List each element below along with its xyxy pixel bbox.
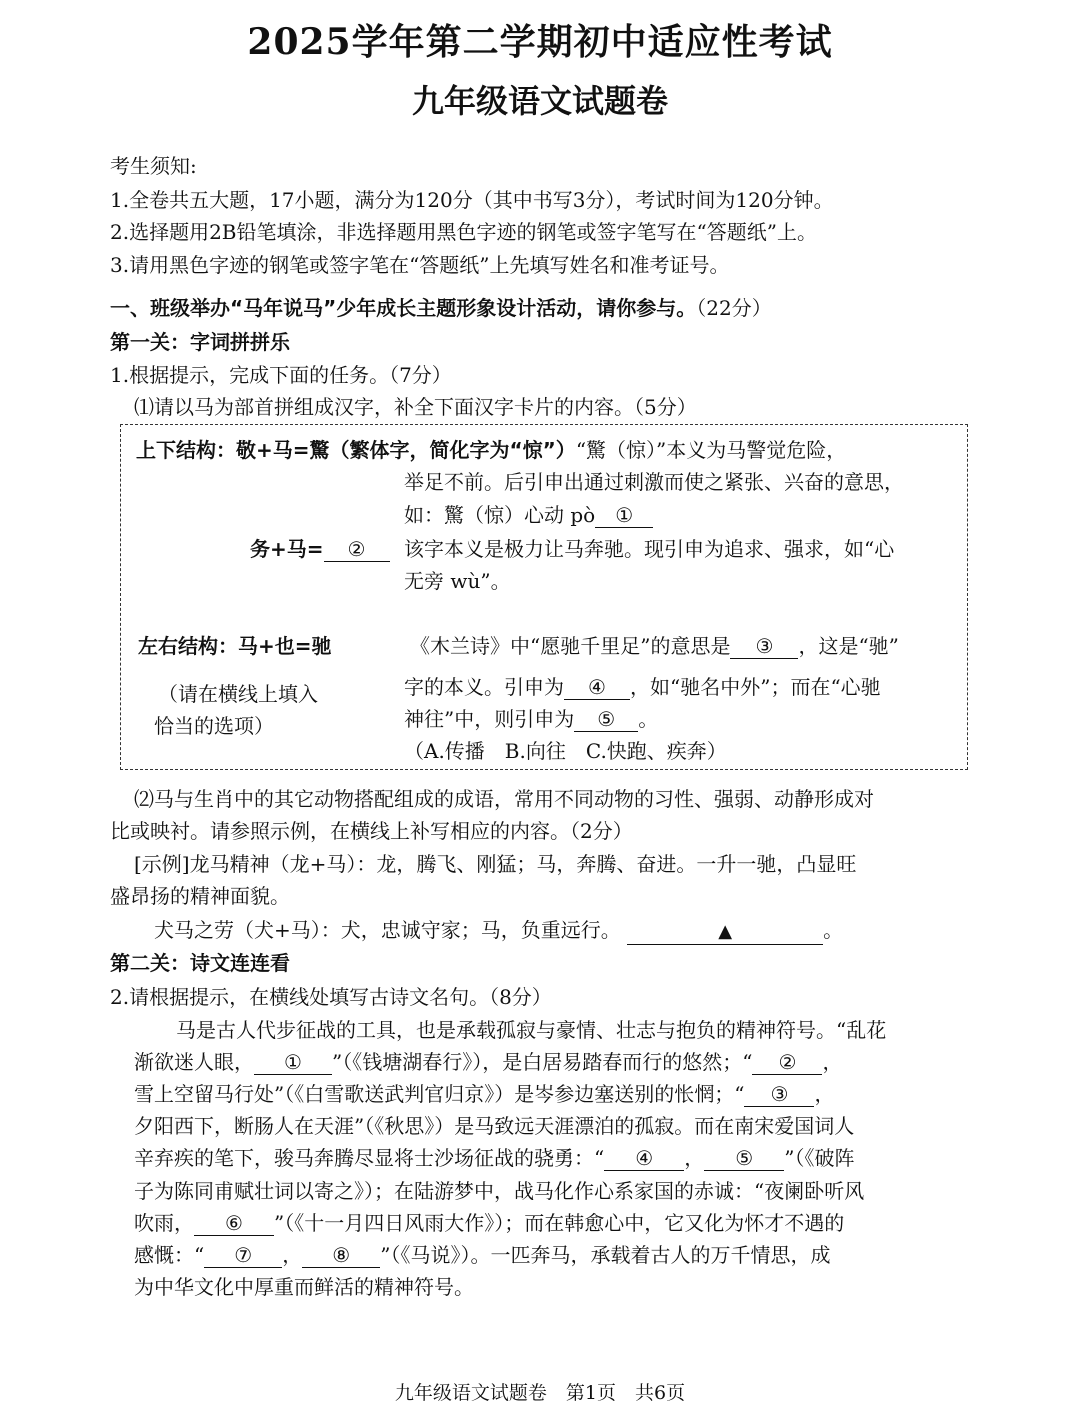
poem-line-5 [134,1144,854,1172]
card-options: （A.传播 B.向往 C.快跑、疾奔） [404,739,727,763]
level2-heading: 第二关：诗文连连看 [110,951,290,975]
poem-line-8-pre: 感慨：“ [134,1243,205,1267]
card-row2-right1: 该字本义是极力让马奔驰。现引申为追求、强求，如“心 [404,537,895,561]
poem-line-4: 夕阳西下，断肠人在天涯”（《秋思》）是马致远天涯漂泊的孤寂。而在南宋爱国词人 [134,1114,855,1138]
poem-line-5-mid: ， [684,1146,705,1170]
notice-item-3: 3.请用黑色字迹的钢笔或签字笔在“答题纸”上先填写姓名和准考证号。 [110,253,730,277]
poem-blank-2[interactable]: ② [752,1050,822,1075]
card-note-line1: （请在横线上填入 [158,682,318,706]
poem-line-5-post: ”（《破阵 [784,1146,855,1170]
poem-blank-4[interactable]: ④ [604,1146,684,1171]
card-row1-line3-text: 如：驚（惊）心动 pò [404,503,596,527]
poem-line-7-pre: 吹雨， [134,1211,194,1235]
notice-item-2: 2.选择题用2B铅笔填涂，非选择题用黑色字迹的钢笔或签字笔写在“答题纸”上。 [110,220,817,244]
card-row1-line2: 举足不前。后引申出通过刺激而使之紧张、兴奋的意思， [404,470,904,494]
poem-line-3-pre: 雪上空留马行处”（《白雪歌送武判官归京》）是岑参边塞送别的怅惘；“ [134,1082,745,1106]
question-1: 1.根据提示，完成下面的任务。（7分） [110,363,452,387]
section1-title: 一、班级举办“马年说马”少年成长主题形象设计活动，请你参与。 [110,296,697,320]
poem-line-8-post: ”（《马说》）。一匹奔马，承载着古人的万千情思，成 [380,1243,831,1267]
exam-subtitle: 九年级语文试题卷 [411,82,668,120]
card-row3-line2-pre: 字的本义。引申为 [404,675,564,699]
poem-line-3 [134,1080,834,1108]
card-row3-line2-post: ，如“驰名中外”；而在“心驰 [630,675,881,699]
poem-line-5-pre: 辛弃疾的笔下，骏马奔腾尽显将士沙场征战的骁勇：“ [134,1146,605,1170]
card-row3-line3-post: 。 [638,707,659,731]
poem-line-2-end: ， [822,1050,843,1074]
poem-line-2-pre: 渐欲迷人眼， [134,1050,254,1074]
blank-1[interactable]: ① [595,503,653,528]
blank-5[interactable]: ⑤ [574,707,638,732]
level1-heading: 第一关：字词拼拼乐 [110,330,290,354]
poem-blank-7[interactable]: ⑦ [204,1243,282,1268]
poem-blank-1[interactable]: ① [254,1050,332,1075]
card-row3-line3 [404,705,658,733]
dog-horse-line [154,916,843,945]
question-2: 2.请根据提示，在横线处填写古诗文名句。（8分） [110,985,552,1009]
blank-3[interactable]: ③ [730,634,798,659]
card-row3-line2 [404,673,881,701]
dog-horse-end: 。 [823,918,844,942]
page-footer: 九年级语文试题卷 第1页 共6页 [394,1382,686,1404]
notice-heading: 考生须知: [110,154,197,178]
poem-line-7-post: ”（《十一月四日风雨大作》）；而在韩愈心中，它又化为怀才不遇的 [274,1211,845,1235]
answer-blank-triangle[interactable]: ▲ [627,920,823,945]
question-1-2-line2: 比或映衬。请参照示例，在横线上补写相应的内容。（2分） [110,819,633,843]
dog-horse-text: 犬马之劳（犬+马）：犬，忠诚守家；马，负重远行。 [154,918,621,942]
poem-line-8-mid: ， [282,1243,303,1267]
poem-line-3-end: ， [814,1082,835,1106]
poem-blank-6[interactable]: ⑥ [194,1211,274,1236]
question-1-1: ⑴请以马为部首拼组成汉字，补全下面汉字卡片的内容。（5分） [134,395,697,419]
card-row1 [136,436,846,464]
section1-heading [110,294,772,322]
card-row2-left [250,535,390,563]
card-row2-left-text: 务+马= [250,537,324,561]
card-row1-line3 [404,501,653,529]
card-row3-line3-pre: 神往”中，则引申为 [404,707,575,731]
notice-item-1: 1.全卷共五大题，17小题，满分为120分（其中书写3分），考试时间为120分钟。 [110,188,834,212]
example-line2: 盛昂扬的精神面貌。 [110,884,290,908]
card-note-line2: 恰当的选项） [154,714,274,738]
poem-blank-5[interactable]: ⑤ [704,1146,784,1171]
poem-line-6: 子为陈同甫赋壮词以寄之》）；在陆游梦中，战马化作心系家国的赤诚：“夜阑卧听风 [134,1179,865,1203]
blank-2[interactable]: ② [324,537,390,562]
exam-title: 2025学年第二学期初中适应性考试 [247,21,833,63]
card-row3-line1 [410,632,899,660]
poem-line-2-post: ”（《钱塘湖春行》），是白居易踏春而行的悠然；“ [332,1050,753,1074]
card-row1-left: 上下结构：敬+马=驚（繁体字，简化字为“惊”） [136,438,576,462]
card-row1-right: “驚（惊）”本义为马警觉危险， [575,438,847,462]
card-row3-line1-pre: 《木兰诗》中“愿驰千里足”的意思是 [410,634,731,658]
poem-blank-3[interactable]: ③ [744,1082,814,1107]
question-1-2-line1: ⑵马与生肖中的其它动物搭配组成的成语，常用不同动物的习性、强弱、动静形成对 [134,787,874,811]
poem-line-9: 为中华文化中厚重而鲜活的精神符号。 [134,1275,474,1299]
card-row2-right2: 无旁 wù”。 [404,569,511,593]
poem-line-2 [134,1048,842,1076]
poem-line-7 [134,1209,844,1237]
section1-score: （22分） [696,296,772,320]
example-line1: [示例]龙马精神（龙+马）：龙，腾飞、刚猛；马，奔腾、奋进。一升一驰，凸显旺 [134,852,857,876]
card-row3-left: 左右结构：马+也=驰 [138,634,332,658]
poem-blank-8[interactable]: ⑧ [302,1243,380,1268]
card-row3-line1-post: ，这是“驰” [798,634,899,658]
poem-line-8 [134,1241,830,1269]
poem-line-1: 马是古人代步征战的工具，也是承载孤寂与豪情、壮志与抱负的精神符号。“乱花 [176,1018,887,1042]
blank-4[interactable]: ④ [564,675,630,700]
